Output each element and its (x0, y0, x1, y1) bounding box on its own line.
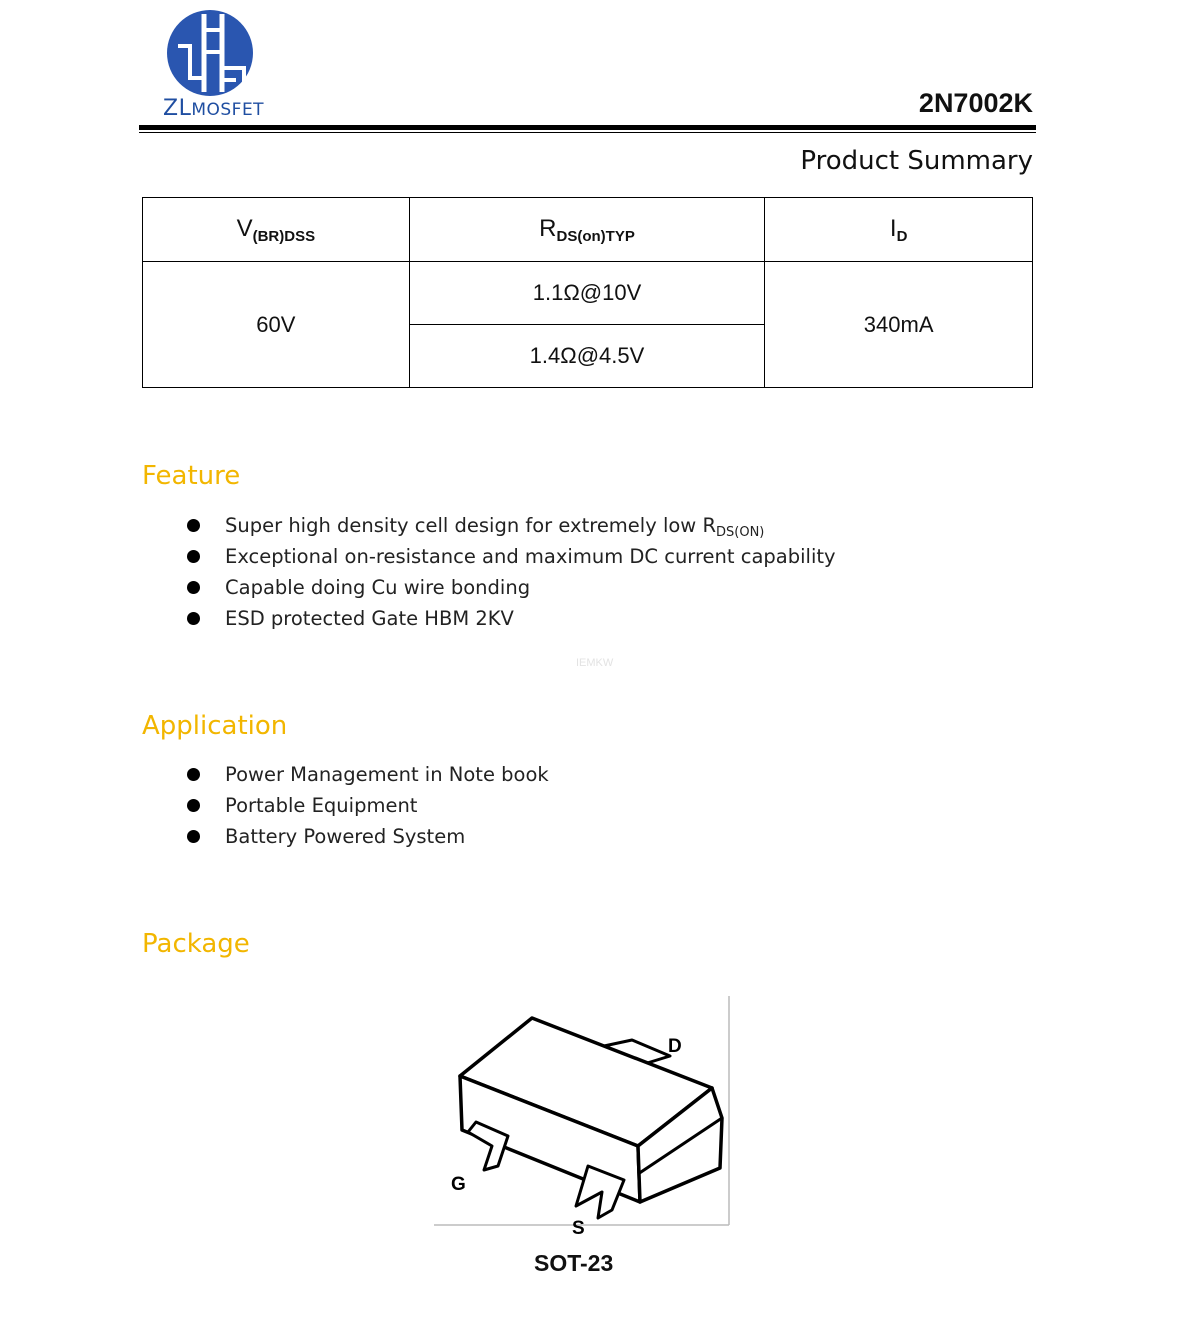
pin-label-d: D (668, 1036, 682, 1057)
package-caption: SOT-23 (534, 1250, 614, 1276)
bullet-icon (187, 519, 200, 532)
cell-rds-10v: 1.1Ω@10V (409, 262, 765, 325)
brand-name: ZLMOSFET (163, 96, 265, 121)
header-vbr: $V_{(BR)DSS}$ (143, 198, 410, 262)
cell-rds-4v5: 1.4Ω@4.5V (409, 325, 765, 388)
list-item: Portable Equipment (185, 790, 549, 821)
watermark: IEMKW (576, 657, 614, 669)
list-item: Power Management in Note book (185, 759, 549, 790)
bullet-icon (187, 768, 200, 781)
header-rule-thick (139, 125, 1036, 130)
product-summary-title: Product Summary (800, 146, 1033, 176)
zlmosfet-logo-icon (160, 8, 270, 98)
feature-list (185, 510, 836, 634)
bullet-icon (187, 799, 200, 812)
bullet-icon (187, 612, 200, 625)
header-id: $I_D$ (765, 198, 1033, 262)
part-number: 2N7002K (918, 88, 1033, 118)
cell-vbr: 60V (143, 262, 410, 388)
list-item: ESD protected Gate HBM 2KV (185, 603, 836, 634)
application-list (185, 759, 549, 852)
bullet-icon (187, 830, 200, 843)
list-item: Super high density cell design for extremely low $R_{DS(ON)}$ (185, 510, 836, 541)
package-title: Package (142, 929, 250, 959)
list-item: Capable doing Cu wire bonding (185, 572, 836, 603)
feature-title: Feature (142, 461, 241, 491)
pin-label-s: S (572, 1218, 585, 1239)
table-row (143, 262, 1033, 325)
header-rds: $R_{DS(on)TYP}$ (409, 198, 765, 262)
bullet-icon (187, 581, 200, 594)
table-header-row (143, 198, 1033, 262)
list-item: Exceptional on-resistance and maximum DC current capability (185, 541, 836, 572)
product-summary-table (142, 197, 1033, 388)
pin-label-g: G (451, 1174, 466, 1195)
cell-id: 340mA (765, 262, 1033, 388)
list-item: Battery Powered System (185, 821, 549, 852)
header-rule-thin (139, 132, 1036, 133)
sot23-package-illustration (432, 994, 734, 1239)
application-title: Application (142, 711, 288, 741)
bullet-icon (187, 550, 200, 563)
